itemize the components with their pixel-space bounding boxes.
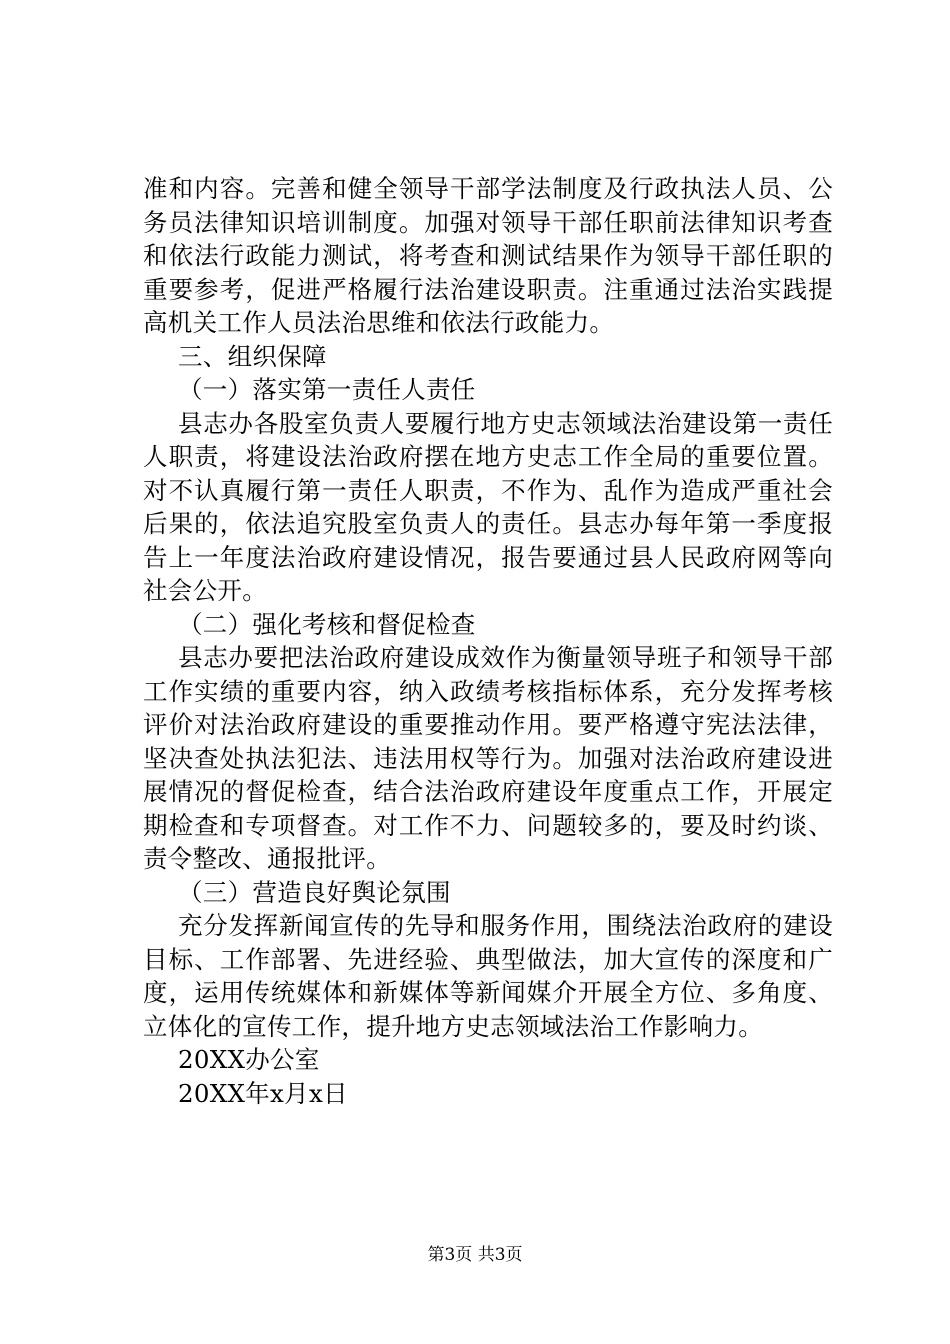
signature-office: 20XX办公室 — [178, 1045, 320, 1074]
paragraph-publicity: 充分发挥新闻宣传的先导和服务作用，围绕法治政府的建设目标、工作部署、先进经验、典型做法，加大宣传的深度和广度，运用传统媒体和新媒体等新闻媒介开展全方位、多角度、立体化的宣传工作，提升地方史志领域法治工作影响力。 — [143, 911, 833, 1041]
paragraph-continuation: 准和内容。完善和健全领导干部学法制度及行政执法人员、公务员法律知识培训制度。加强对领导干部任职前法律知识考查和依法行政能力测试，将考查和测试结果作为领导干部任职的重要参考，促进严格履行法治建设职责。注重通过法治实践提高机关工作人员法治思维和依法行政能力。 — [143, 174, 833, 337]
subheading-responsibility: （一）落实第一责任人责任 — [178, 375, 476, 404]
section-heading-organization: 三、组织保障 — [178, 341, 327, 371]
signature-date: 20XX年x月x日 — [178, 1078, 348, 1108]
paragraph-assessment: 县志办要把法治政府建设成效作为衡量领导班子和领导干部工作实绩的重要内容，纳入政绩考核指标体系，充分发挥考核评价对法治政府建设的重要推动作用。要严格遵守宪法法律，坚决查处执法犯法、违法用权等行为。加强对法治政府建设进展情况的督促检查，结合法治政府建设年度重点工作，开展定期检查和专项督查。对工作不力、问题较多的，要及时约谈、责令整改、通报批评。 — [143, 643, 833, 873]
paragraph-responsibility: 县志办各股室负责人要履行地方史志领域法治建设第一责任人职责，将建设法治政府摆在地方史志工作全局的重要位置。对不认真履行第一责任人职责，不作为、乱作为造成严重社会后果的，依法追究股室负责人的责任。县志办每年第一季度报告上一年度法治政府建设情况，报告要通过县人民政府网等向社会公开。 — [143, 408, 833, 605]
page-footer: 第3页 共3页 — [427, 1245, 523, 1265]
subheading-publicity: （三）营造良好舆论氛围 — [178, 877, 451, 907]
subheading-assessment: （二）强化考核和督促检查 — [178, 609, 476, 639]
document-body — [143, 172, 833, 1110]
